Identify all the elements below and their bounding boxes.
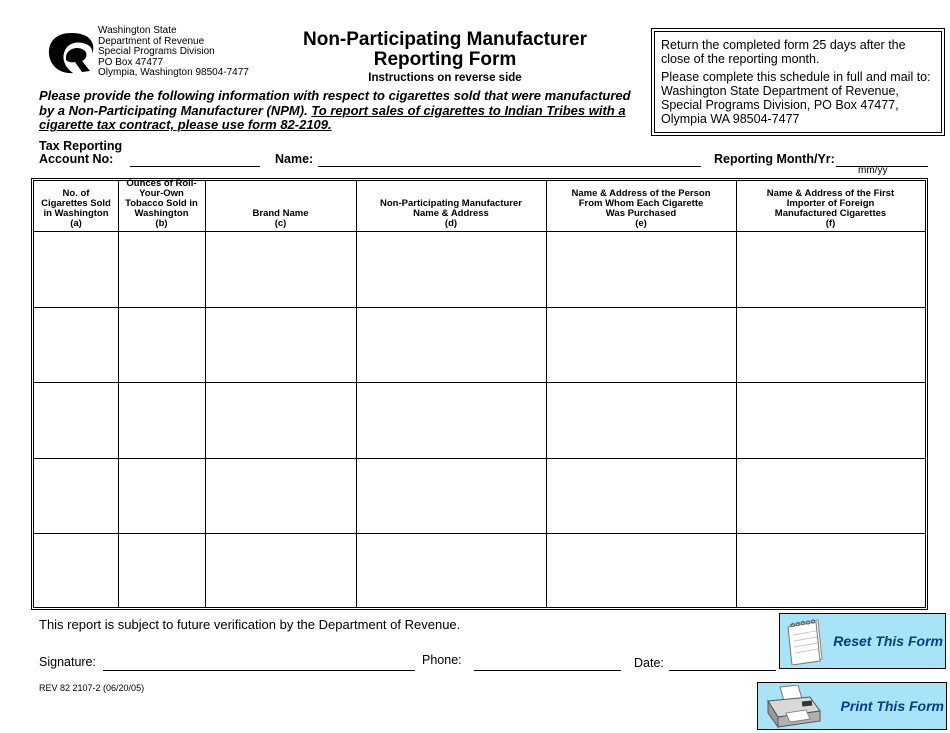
column-header <box>34 181 118 231</box>
dor-logo <box>46 30 96 76</box>
table-cell[interactable] <box>356 307 546 382</box>
table-cell[interactable] <box>118 533 205 607</box>
table-cell[interactable] <box>736 231 925 307</box>
column-header-line: (d) <box>444 218 458 229</box>
column-header-line: Tobacco Sold in <box>125 198 198 209</box>
column-header-line: Manufactured Cigarettes <box>774 208 887 219</box>
column-header-line: Washington <box>134 208 189 219</box>
column-header-line: (a) <box>70 218 82 229</box>
account-label-line-2: Account No: <box>39 152 114 166</box>
instructions-text <box>39 89 647 133</box>
table-cell[interactable] <box>118 231 205 307</box>
column-header-line: (b) <box>155 218 168 229</box>
account-number-field[interactable] <box>130 166 260 167</box>
title-line-1: Non-Participating Manufacturer <box>303 29 587 50</box>
name-field[interactable] <box>318 166 701 167</box>
instructions-main: Please provide the following information with respect to cigarettes sold that were manufactured by a Non-Participating Manufacturer (NPM). <box>39 88 631 118</box>
column-header-line: Name & Address of the First <box>766 188 895 199</box>
form-subtitle: Instructions on reverse side <box>368 72 522 84</box>
mailing-para-1: Return the completed form 25 days after the close of the reporting month. <box>661 38 906 66</box>
table-cell[interactable] <box>118 307 205 382</box>
reset-button-label: Reset This Form <box>833 633 943 649</box>
instructions-tribes-note: To report sales of cigarettes to Indian Tribes with a cigarette tax contract, please use form 82-2109. <box>39 102 626 133</box>
column-header-line: Was Purchased <box>605 208 677 219</box>
phone-field[interactable] <box>474 670 621 671</box>
column-header-line: in Washington <box>43 208 109 219</box>
table-cell[interactable] <box>34 382 118 458</box>
mailing-instructions-box <box>651 28 945 136</box>
form-revision: REV 82 2107-2 (06/20/05) <box>39 683 145 693</box>
date-label: Date: <box>634 656 664 670</box>
agency-line: Olympia, Washington 98504-7477 <box>98 67 249 78</box>
column-header-line: From Whom Each Cigarette <box>578 198 704 209</box>
signature-label: Signature: <box>39 655 96 669</box>
verification-note: This report is subject to future verification by the Department of Revenue. <box>39 617 461 632</box>
table-cell[interactable] <box>356 533 546 607</box>
column-header-line: Importer of Foreign <box>786 198 875 209</box>
column-header <box>736 181 925 231</box>
agency-line: Special Programs Division <box>98 46 215 57</box>
reporting-month-label: Reporting Month/Yr: <box>714 152 835 166</box>
table-cell[interactable] <box>546 307 736 382</box>
table-cell[interactable] <box>34 458 118 533</box>
table-cell[interactable] <box>736 307 925 382</box>
column-header-line: Name & Address of the Person <box>571 188 711 199</box>
table-cell[interactable] <box>356 458 546 533</box>
table-cell[interactable] <box>736 458 925 533</box>
table-cell[interactable] <box>356 231 546 307</box>
name-label: Name: <box>275 152 314 166</box>
signature-field[interactable] <box>103 670 415 671</box>
column-header-line: Ounces of Roll- <box>126 178 197 189</box>
column-header-line: (e) <box>635 218 647 229</box>
table-cell[interactable] <box>205 533 356 607</box>
table-cell[interactable] <box>546 533 736 607</box>
table-cell[interactable] <box>34 231 118 307</box>
title-line-2: Reporting Form <box>373 49 517 70</box>
reporting-table <box>31 178 928 610</box>
column-header-line: No. of <box>62 188 90 199</box>
table-cell[interactable] <box>118 458 205 533</box>
column-header-line: (c) <box>274 218 287 229</box>
table-cell[interactable] <box>546 231 736 307</box>
table-cell[interactable] <box>205 458 356 533</box>
table-cell[interactable] <box>546 382 736 458</box>
notepad-icon <box>784 617 826 665</box>
column-header <box>356 181 546 231</box>
agency-line: Department of Revenue <box>98 35 205 47</box>
agency-line: Washington State <box>98 25 177 36</box>
column-header-line: Name & Address <box>413 208 489 219</box>
agency-line: PO Box 47477 <box>98 56 164 68</box>
column-header-line: Non-Participating Manufacturer <box>380 198 522 209</box>
reporting-month-hint: mm/yy <box>858 165 888 176</box>
table-cell[interactable] <box>205 231 356 307</box>
mailing-para-2: Please complete this schedule in full and mail to: Washington State Department of Revenue, Special Programs Division, PO Box 47477, Olympia WA 98504-7477 <box>661 70 931 126</box>
column-header-line: Your-Own <box>139 188 184 199</box>
phone-label: Phone: <box>422 653 462 667</box>
table-cell[interactable] <box>736 533 925 607</box>
fax-printer-icon <box>762 685 824 729</box>
account-label-line-1: Tax Reporting <box>39 139 123 153</box>
print-form-button[interactable] <box>757 682 947 730</box>
reset-form-button[interactable] <box>779 613 946 669</box>
column-header-line: Brand Name <box>252 208 309 219</box>
table-cell[interactable] <box>205 307 356 382</box>
column-header-line: (f) <box>825 218 836 229</box>
agency-address <box>98 26 249 79</box>
table-cell[interactable] <box>546 458 736 533</box>
column-header <box>205 181 356 231</box>
account-label <box>39 140 122 166</box>
table-cell[interactable] <box>736 382 925 458</box>
column-header <box>118 178 205 231</box>
table-cell[interactable] <box>118 382 205 458</box>
table-cell[interactable] <box>34 307 118 382</box>
table-cell[interactable] <box>34 533 118 607</box>
column-header-line: Cigarettes Sold <box>41 198 111 209</box>
form-title <box>280 30 610 85</box>
table-cell[interactable] <box>356 382 546 458</box>
column-header <box>546 181 736 231</box>
print-button-label: Print This Form <box>840 698 944 714</box>
table-cell[interactable] <box>205 382 356 458</box>
date-field[interactable] <box>669 670 776 671</box>
